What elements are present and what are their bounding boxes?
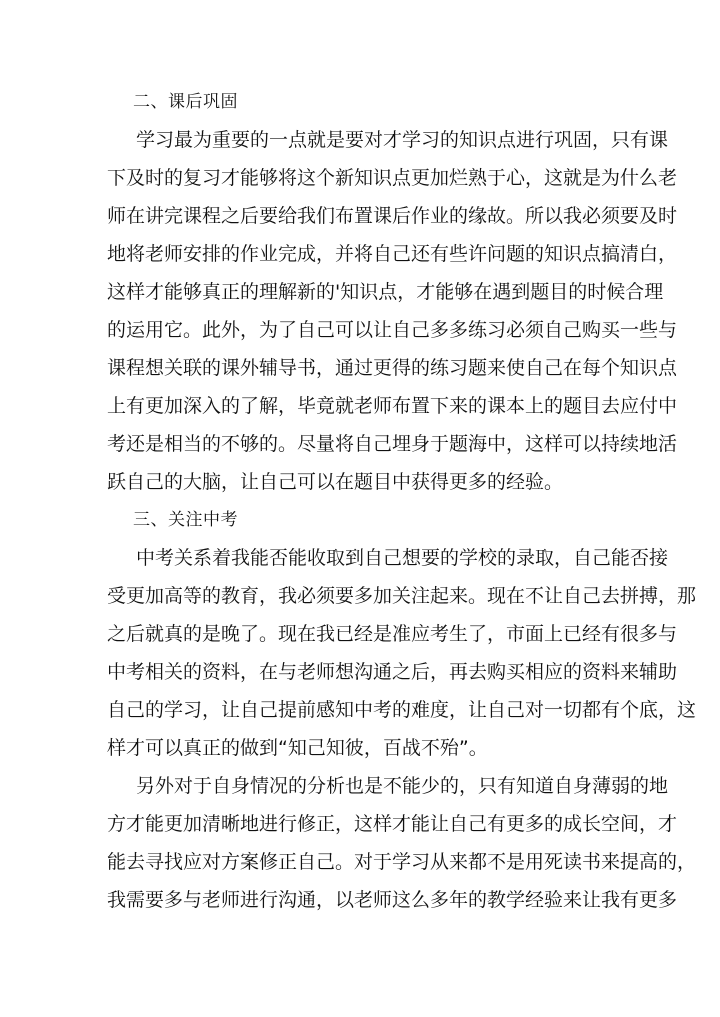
text-line: 受更加高等的教育，我必须要多加关注起来。现在不让自己去拼搏，那 <box>107 585 697 607</box>
text-line: 师在讲完课程之后要给我们布置课后作业的缘故。所以我必须要及时 <box>107 205 678 227</box>
text-line: 另外对于自身情况的分析也是不能少的，只有知道自身薄弱的地 <box>136 775 669 797</box>
text-line: 学习最为重要的一点就是要对才学习的知识点进行巩固，只有课 <box>136 129 669 151</box>
text-line: 考还是相当的不够的。尽量将自己埋身于题海中，这样可以持续地活 <box>107 433 678 455</box>
section-heading: 二、课后巩固 <box>133 92 238 112</box>
text-line: 跃自己的大脑，让自己可以在题目中获得更多的经验。 <box>107 471 564 493</box>
text-line: 下及时的复习才能够将这个新知识点更加烂熟于心，这就是为什么老 <box>107 167 678 189</box>
text-line: 课程想关联的课外辅导书，通过更得的练习题来使自己在每个知识点 <box>107 357 678 379</box>
text-line: 中考关系着我能否能收取到自己想要的学校的录取，自己能否接 <box>136 547 669 569</box>
text-line: 之后就真的是晚了。现在我已经是准应考生了，市面上已经有很多与 <box>107 623 678 645</box>
text-line: 我需要多与老师进行沟通，以老师这么多年的教学经验来让我有更多 <box>107 889 678 911</box>
text-line: 上有更加深入的了解，毕竟就老师布置下来的课本上的题目去应付中 <box>107 395 678 417</box>
text-line: 方才能更加清晰地进行修正，这样才能让自己有更多的成长空间，才 <box>107 813 678 835</box>
text-line: 样才可以真正的做到“知己知彼，百战不殆”。 <box>107 737 488 759</box>
text-line: 这样才能够真正的理解新的'知识点，才能够在遇到题目的时候合理 <box>107 281 664 303</box>
text-line: 能去寻找应对方案修正自己。对于学习从来都不是用死读书来提高的， <box>107 851 697 873</box>
section-heading: 三、关注中考 <box>133 510 238 530</box>
text-line: 地将老师安排的作业完成，并将自己还有些许问题的知识点搞清白， <box>107 243 678 265</box>
text-line: 自己的学习，让自己提前感知中考的难度，让自己对一切都有个底，这 <box>107 699 697 721</box>
text-line: 的运用它。此外，为了自己可以让自己多多练习必须自己购买一些与 <box>107 319 678 341</box>
text-line: 中考相关的资料，在与老师想沟通之后，再去购买相应的资料来辅助 <box>107 661 678 683</box>
